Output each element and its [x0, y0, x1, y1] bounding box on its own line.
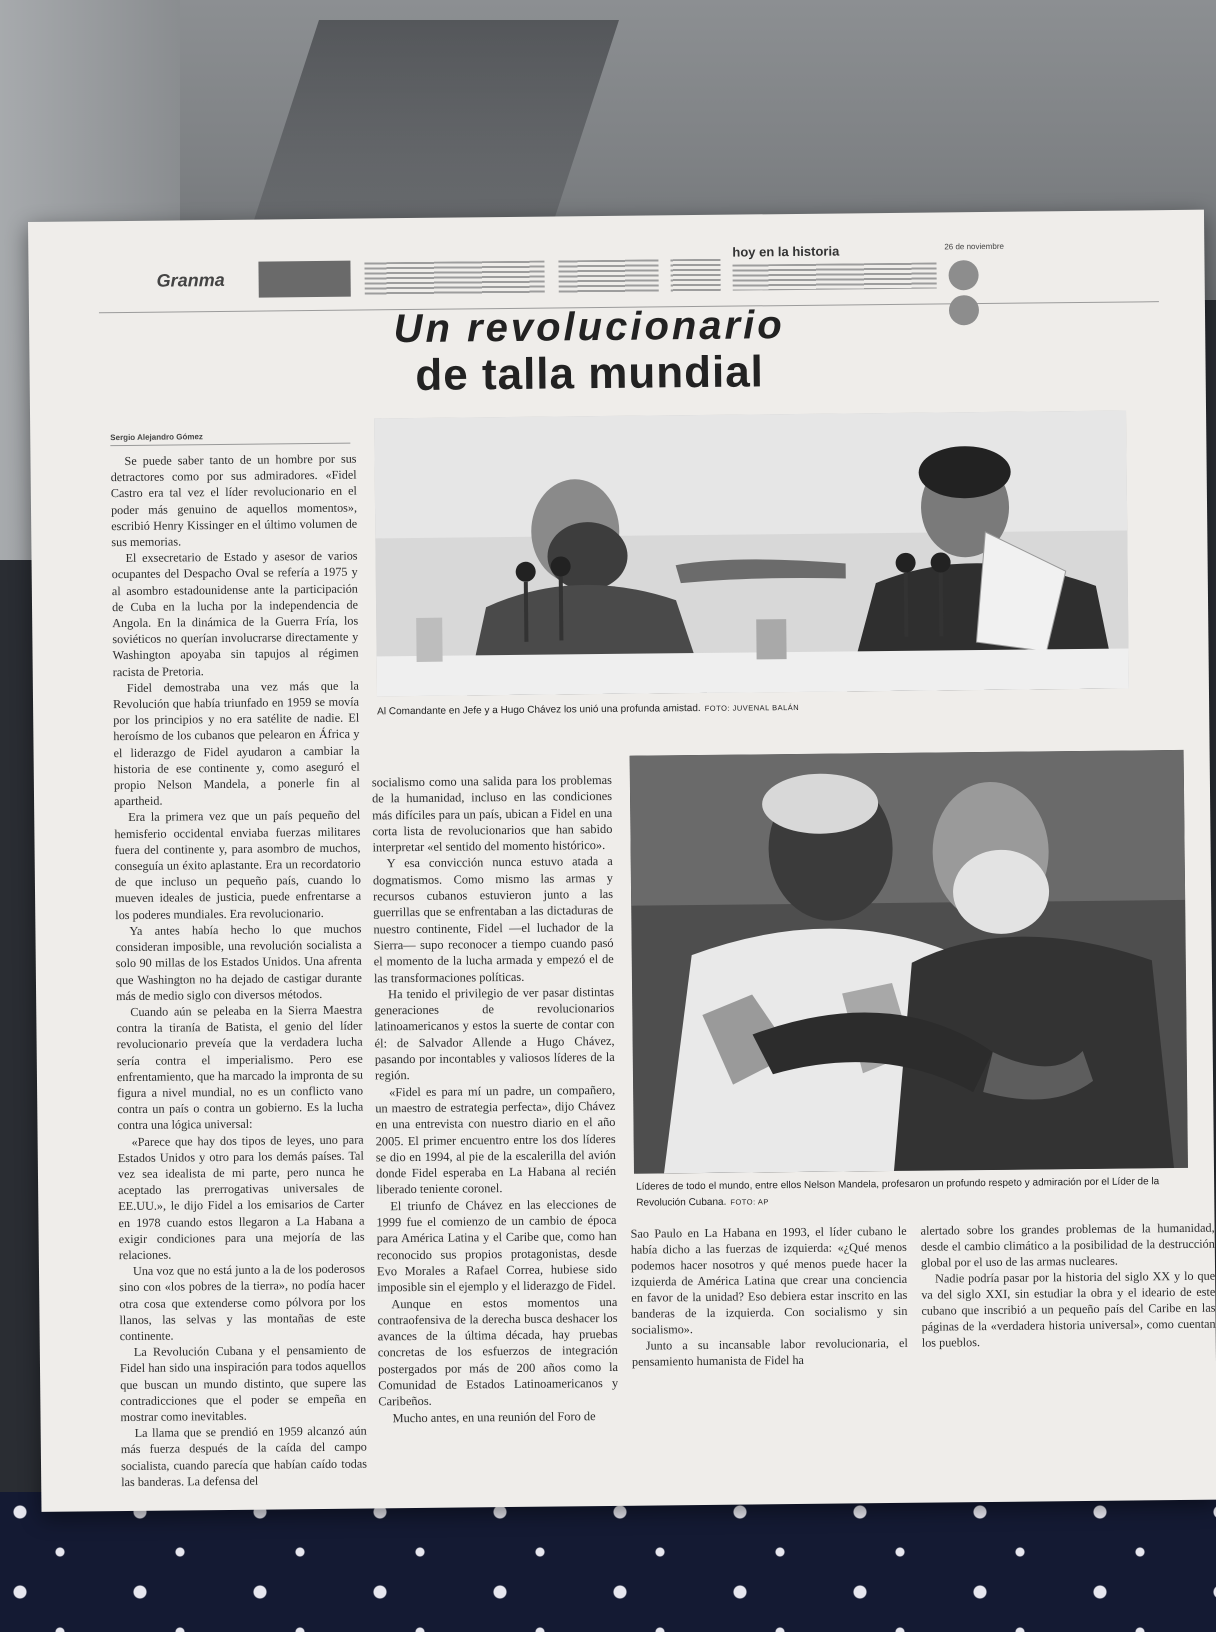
text-column-2	[372, 772, 619, 1424]
masthead-text-block	[558, 259, 658, 294]
newspaper-logo: Granma	[156, 269, 225, 291]
paragraph: Se puede saber tanto de un hombre por sus detractores como por sus admiradores. «Fidel Castro era tal vez el líder revolucionario en el poder más genuino de aquellos momentos», escribió Henry Kissinger en el último volumen de sus memorias.	[110, 451, 358, 550]
paragraph: Aunque en estos momentos una contraofensiva de la derecha busca deshacer los avances de la última década, hay pruebas concretas de los esfuerzos de integración postergados por más de 200 años como la Comunidad de Estados Latinoamericanos y Caribeños.	[377, 1294, 619, 1409]
paragraph: «Fidel es para mí un padre, un compañero, un maestro de estrategia perfecta», dijo Chávez en una entrevista con nuestro diario en el año 2005. El primer encuentro entre los dos líderes se dio en 1994, al pie de la escalerilla del avión donde Fidel esperaba en La Habana al recién liberado teniente coronel.	[375, 1082, 617, 1197]
photo-caption	[377, 697, 1117, 721]
photo-mandela-fidel	[630, 750, 1188, 1174]
masthead-strip	[98, 232, 1159, 313]
paragraph: Y esa convicción nunca estuvo atada a dogmatismos. Como mismo las armas y recursos cubanos estuvieron junto a las guerrillas que se enfrentaban a las dictaduras de nuestro continente, Fidel —el luchador de la Sierra— supo reconocer a tiempo cuando pasó el momento de la lucha armada y empezó el de las transformaciones políticas.	[372, 854, 614, 985]
paragraph: La Revolución Cubana y el pensamiento de Fidel han sido una inspiración para todos aquellos que buscan un mundo distinto, que supere las contradicciones que el poder se empeña en mostrar como inevitables.	[119, 1342, 367, 1425]
article-byline: Sergio Alejandro Gómez	[110, 431, 350, 447]
article-headline	[309, 301, 870, 401]
caption-text: Líderes de todo el mundo, entre ellos Nelson Mandela, profesaron un profundo respeto y admiración por el Líder de la Revolución Cubana.	[636, 1176, 1160, 1209]
portrait-thumbnail	[949, 295, 979, 325]
text-column-1	[110, 451, 367, 1512]
paragraph: Ha tenido el privilegio de ver pasar distintas generaciones de revolucionarios latinoamericanos y estos la suerte de contar con él: de Salvador Allende a Hugo Chávez, pasando por incontables y valiosos líderes de la región.	[374, 984, 615, 1083]
headline-line-1: Un revolucionario	[393, 303, 785, 352]
text-column-4	[921, 1220, 1216, 1373]
masthead-text-block	[670, 259, 720, 294]
photo-caption	[636, 1174, 1184, 1212]
caption-text: Al Comandante en Jefe y a Hugo Chávez los unió una profunda amistad.	[377, 702, 701, 718]
patterned-fabric	[0, 1492, 1216, 1632]
paragraph: Una voz que no está junto a la de los poderosos sino con «los pobres de la tierra», no podía hacer otra cosa que extenderse como pólvora por los llanos, las selvas y las montañas de este continente.	[119, 1261, 366, 1344]
hoy-text-block	[732, 262, 936, 290]
photo-credit: FOTO: JUVENAL BALÁN	[704, 702, 800, 713]
paragraph: Mucho antes, en una reunión del Foro de	[392, 1408, 596, 1425]
photo-illustration	[374, 411, 1129, 697]
paragraph: Sao Paulo en La Habana en 1993, el líder cubano le había dicho a las fuerzas de izquierda: «¿Qué menos podemos hacer nosotros y qué menos puede hacer la izquierda de América Latina que crear una conciencia en favor de la unidad? Eso debiera estar inscrito en las banderas de la izquierda. Con socialismo y sin socialismo».	[630, 1223, 908, 1337]
newspaper-page	[28, 210, 1216, 1512]
text-column-3	[631, 1223, 909, 1376]
photo-fidel-chavez	[374, 411, 1129, 697]
portrait-thumbnail	[948, 260, 978, 290]
paragraph: alertado sobre los grandes problemas de la humanidad, desde el cambio climático a la posibilidad de la destrucción global por el uso de las armas nucleares.	[920, 1220, 1215, 1270]
hoy-portraits	[948, 260, 1014, 291]
hoy-en-la-historia-title: hoy en la historia	[732, 243, 840, 260]
paragraph: Era la primera vez que un país pequeño del hemisferio occidental enviaba fuerzas militares fuera del continente y, para asombro de muchos, conseguía un éxito aplastante. Era un recordatorio de que incluso un pequeño país, cuando lo mueven ideales de justicia, puede enfrentarse a los poderes mundiales. Era revolucionario.	[114, 808, 362, 922]
paragraph: «Parece que hay dos tipos de leyes, uno para Estados Unidos y otro para los demás países. Tal vez sea idealista de mi parte, pero nunca he aceptado las prerrogativas universales de EE.UU.», le dijo Fidel a los emisarios de Carter en 1978 cuando estos llegaron a La Habana a exigir condiciones para una mejoría de las relaciones.	[117, 1132, 365, 1263]
photo-credit: FOTO: AP	[730, 1197, 769, 1207]
hoy-date: 26 de noviembre	[944, 241, 1004, 252]
masthead-thumbnail	[258, 261, 350, 298]
paragraph: Nadie podría pasar por la historia del siglo XX y lo que va del siglo XXI, sin estudiar la obra y el ideario de este cubano que inscribió a un pequeño país del Caribe en las páginas de la «verdadera historia universal», como cuentan los pueblos.	[921, 1268, 1216, 1350]
paragraph: socialismo como una salida para los problemas de la humanidad, incluso en las condiciones más difíciles para un país, ubican a Fidel en una corta lista de revolucionarios que han sabido interpretar «el sentido del momento histórico».	[371, 772, 613, 855]
paragraph: Ya antes había hecho lo que muchos consideran imposible, una revolución socialista a solo 90 millas de los Estados Unidos. Una afrenta que Washington no ha dejado de castigar durante más de medio siglo con diversos métodos.	[115, 921, 362, 1003]
photo-illustration	[630, 750, 1188, 1174]
paragraph: Junto a su incansable labor revolucionaria, el pensamiento humanista de Fidel ha	[631, 1335, 908, 1369]
headline-line-2: de talla mundial	[415, 347, 765, 400]
paragraph: El exsecretario de Estado y asesor de varios ocupantes del Despacho Oval se refería a 1975 y al asombro estadounidense ante la participación de Cuba en la lucha por la independencia de Angola. En la dinámica de la Guerra Fría, los soviéticos no querían involucrarse directamente y Washington apoyaba sin tapujos al régimen racista de Pretoria.	[111, 548, 359, 679]
paragraph: La llama que se prendió en 1959 alcanzó aún más fuerza después de la caída del campo socialista, cuando parecía que habían caído todas las banderas. La defensa del	[120, 1423, 368, 1489]
paragraph: Cuando aún se peleaba en la Sierra Maestra contra la tiranía de Batista, el genio del líder revolucionario preveía que la verdadera lucha sería contra el imperialismo. Pero ese enfrentamiento, que ha marcado la impronta de su figura a nivel mundial, no es un conflicto vano contra un país o contra un gobierno. Es la lucha contra una lógica universal:	[116, 1002, 364, 1133]
paragraph: El triunfo de Chávez en las elecciones de 1999 fue el comienzo de un cambio de época para América Latina y el Caribe que, como han reconocido sus propios protagonistas, desde Evo Morales a Rafael Correa, hubiese sido imposible sin el ejemplo y el liderazgo de Fidel.	[376, 1196, 618, 1295]
masthead-text-block	[364, 261, 544, 297]
paragraph: Fidel demostraba una vez más que la Revolución que había triunfado en 1959 se movía por los principios y no era satélite de nadie. El heroísmo de los cubanos que pelearon en África y el liderazgo de Fidel ayudaron a cambiar la historia de ese continente y, como aseguró el propio Nelson Mandela, a ponerle fin al apartheid.	[112, 678, 360, 809]
